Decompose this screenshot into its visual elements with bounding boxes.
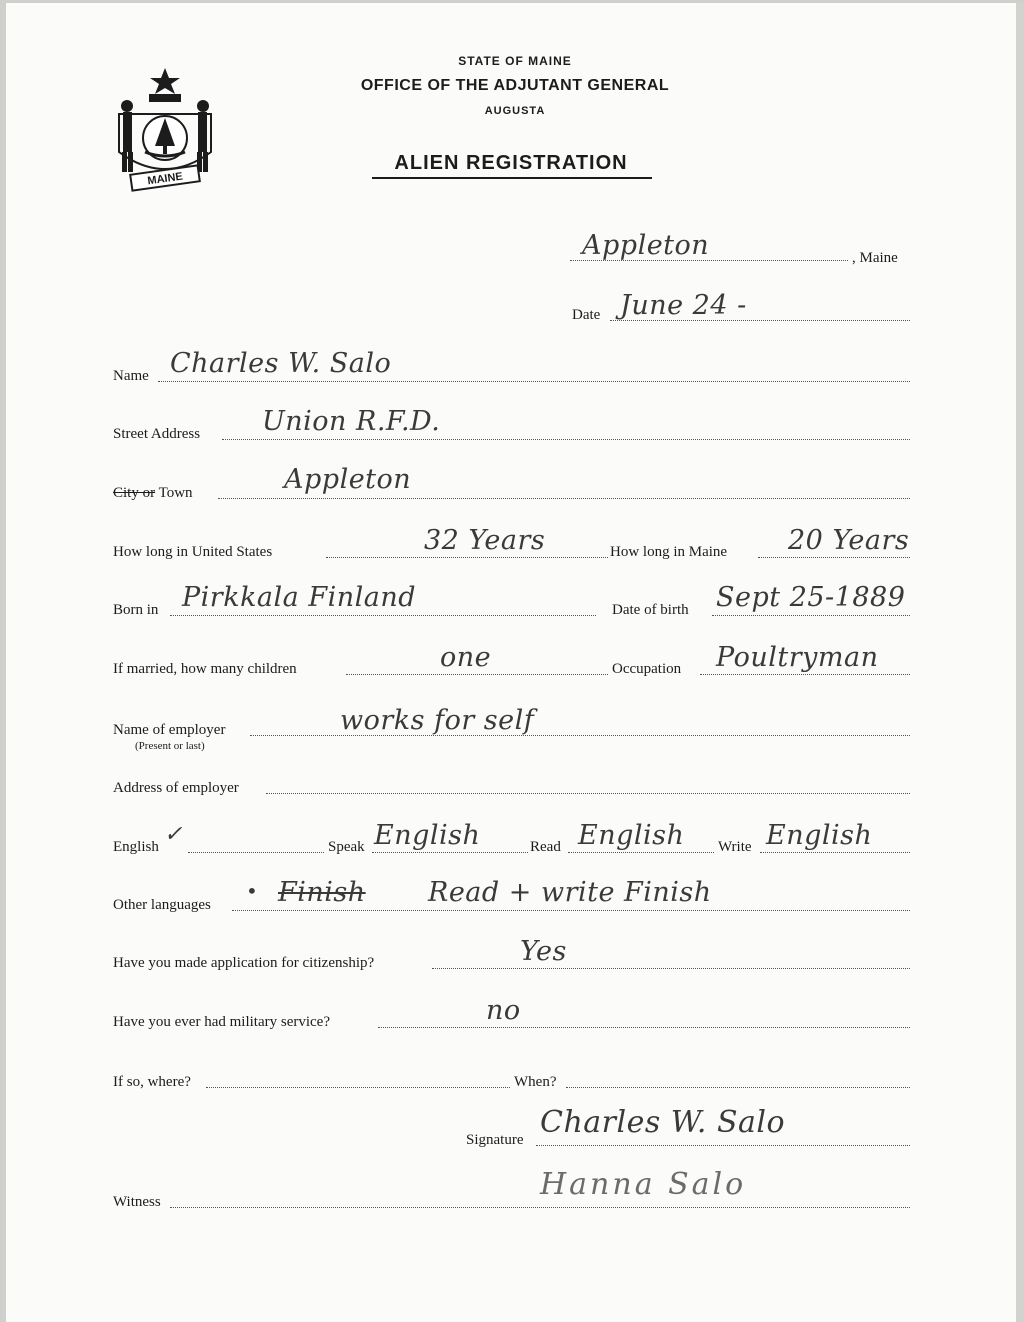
- military-value: no: [486, 995, 521, 1026]
- employer-value: works for self: [340, 705, 535, 736]
- write-label: Write: [718, 839, 752, 855]
- military-label: Have you ever had military service?: [113, 1014, 330, 1030]
- speak-line: [372, 852, 528, 853]
- town-value: Appleton: [582, 230, 710, 261]
- occupation-line: [700, 674, 910, 675]
- when-label: When?: [514, 1074, 557, 1090]
- signature-label: Signature: [466, 1132, 524, 1148]
- employer-address-label: Address of employer: [113, 780, 239, 796]
- english-label: English: [113, 839, 159, 855]
- english-check-mark: ✓: [164, 822, 183, 847]
- how-long-maine-label: How long in Maine: [610, 544, 728, 560]
- date-value: June 24 -: [620, 290, 747, 321]
- street-address-label: Street Address: [113, 426, 201, 442]
- town-suffix-label: , Maine: [852, 250, 898, 266]
- read-line: [568, 852, 714, 853]
- header-office: OFFICE OF THE ADJUTANT GENERAL: [360, 77, 670, 94]
- other-languages-value: Read + write Finish: [428, 877, 712, 908]
- name-value: Charles W. Salo: [170, 348, 392, 379]
- employer-sublabel: (Present or last): [135, 740, 205, 752]
- citizenship-label: Have you made application for citizenship?: [113, 955, 375, 971]
- employer-label: Name of employer: [113, 722, 226, 738]
- name-label: Name: [113, 368, 149, 384]
- how-long-maine-value: 20 Years: [788, 525, 910, 556]
- city-town-value: Appleton: [284, 464, 412, 495]
- write-value: English: [766, 820, 873, 851]
- born-in-label: Born in: [113, 602, 159, 618]
- citizenship-value: Yes: [520, 936, 567, 967]
- scan-edge-top: [0, 0, 1024, 3]
- children-value: one: [440, 642, 492, 673]
- born-in-line: [170, 615, 596, 616]
- city-town-line: [218, 498, 910, 499]
- how-long-us-value: 32 Years: [424, 525, 546, 556]
- date-of-birth-line: [712, 615, 910, 616]
- speak-value: English: [374, 820, 481, 851]
- date-of-birth-label: Date of birth: [612, 602, 689, 618]
- read-label: Read: [530, 839, 561, 855]
- street-address-line: [222, 439, 910, 440]
- other-languages-label: Other languages: [113, 897, 211, 913]
- where-line: [206, 1087, 510, 1088]
- header-state: STATE OF MAINE: [458, 54, 572, 68]
- where-label: If so, where?: [113, 1074, 191, 1090]
- maine-state-seal: [113, 66, 217, 192]
- other-languages-line: [232, 910, 910, 911]
- witness-line: [170, 1207, 910, 1208]
- name-line: [158, 381, 910, 382]
- occupation-value: Poultryman: [716, 642, 879, 673]
- employer-address-line: [266, 793, 910, 794]
- signature-value: Charles W. Salo: [540, 1105, 786, 1140]
- signature-line: [536, 1145, 910, 1146]
- military-line: [378, 1027, 910, 1028]
- form-title: ALIEN REGISTRATION: [394, 152, 628, 174]
- city-town-label: City or Town: [113, 485, 193, 501]
- scan-edge-left: [0, 0, 6, 1322]
- other-languages-bullet: •: [246, 879, 259, 903]
- born-in-value: Pirkkala Finland: [182, 582, 417, 613]
- how-long-us-label: How long in United States: [113, 544, 273, 560]
- occupation-label: Occupation: [612, 661, 682, 677]
- speak-label: Speak: [328, 839, 365, 855]
- english-line: [188, 852, 324, 853]
- title-underline: [372, 177, 652, 179]
- children-label: If married, how many children: [113, 661, 297, 677]
- svg-text:MAINE: MAINE: [146, 170, 184, 188]
- date-label: Date: [572, 307, 601, 323]
- other-languages-struck-value: Finish: [278, 877, 366, 908]
- street-address-value: Union R.F.D.: [262, 406, 441, 437]
- how-long-maine-line: [758, 557, 910, 558]
- witness-label: Witness: [113, 1194, 161, 1210]
- scan-edge-right: [1016, 0, 1024, 1322]
- children-line: [346, 674, 608, 675]
- write-line: [760, 852, 910, 853]
- how-long-us-line: [326, 557, 608, 558]
- header-city: AUGUSTA: [484, 105, 546, 117]
- witness-value: Hanna Salo: [540, 1167, 747, 1202]
- citizenship-line: [432, 968, 910, 969]
- read-value: English: [578, 820, 685, 851]
- when-line: [566, 1087, 910, 1088]
- date-of-birth-value: Sept 25-1889: [716, 582, 906, 613]
